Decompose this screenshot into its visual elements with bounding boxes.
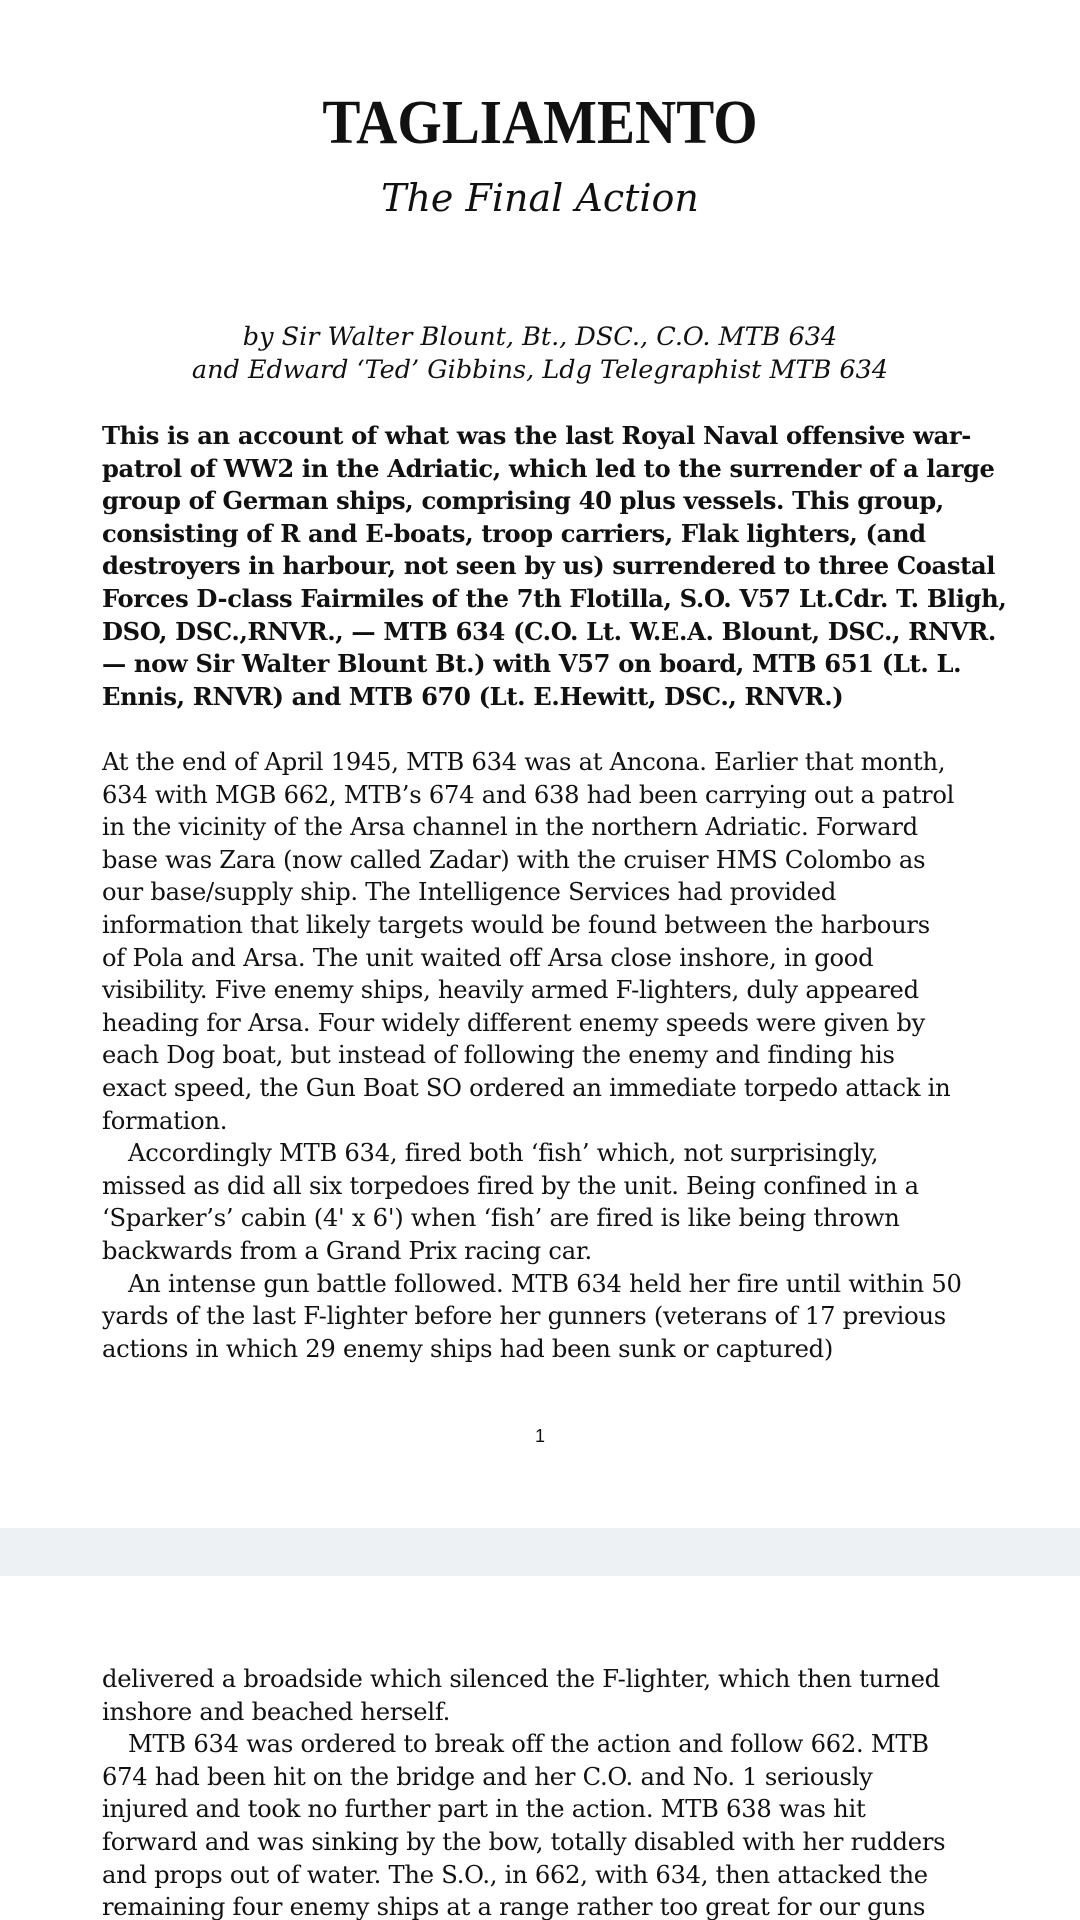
body-line: visibility. Five enemy ships, heavily armed F-lighters, duly appeared [102, 976, 919, 1005]
body-line: Accordingly MTB 634, fired both ‘fish’ which, not surprisingly, [128, 1139, 879, 1168]
body-line: base was Zara (now called Zadar) with the cruiser HMS Colombo as [102, 845, 926, 874]
body-text-page-2 [102, 1663, 982, 1920]
abstract-line: This is an account of what was the last Royal Naval offensive war- [102, 421, 971, 450]
abstract-line: — now Sir Walter Blount Bt.) with V57 on board, MTB 651 (Lt. L. [102, 649, 962, 679]
body-line: forward and was sinking by the bow, totally disabled with her rudders [102, 1827, 946, 1856]
body-line: and props out of water. The S.O., in 662, with 634, then attacked the [102, 1860, 928, 1889]
body-line: 634 with MGB 662, MTB’s 674 and 638 had been carrying out a patrol [102, 780, 955, 809]
abstract-paragraph [102, 420, 1007, 713]
body-line: delivered a broadside which silenced the F-lighter, which then turned [102, 1665, 940, 1693]
document-title: TAGLIAMENTO [322, 89, 758, 157]
abstract-line: Forces D-class Fairmiles of the 7th Flotilla, S.O. V57 Lt.Cdr. T. Bligh, [102, 583, 1007, 613]
abstract-line: destroyers in harbour, not seen by us) surrendered to three Coastal [102, 551, 996, 581]
page-number: 1 [534, 1426, 545, 1446]
author-line-2: and Edward ‘Ted’ Gibbins, Ldg Telegraphist MTB 634 [191, 355, 889, 385]
body-line: our base/supply ship. The Intelligence Services had provided [102, 878, 837, 907]
abstract-line: group of German ships, comprising 40 plus vessels. This group, [102, 486, 944, 516]
body-line: heading for Arsa. Four widely different enemy speeds were given by [102, 1008, 926, 1037]
body-line: ‘Sparker’s’ cabin (4' x 6') when ‘fish’ are fired is like being thrown [102, 1204, 900, 1233]
document-subtitle: The Final Action [381, 176, 699, 220]
body-line: information that likely targets would be found between the harbours [102, 910, 930, 939]
body-line: backwards from a Grand Prix racing car. [102, 1236, 592, 1265]
abstract-line: Ennis, RNVR) and MTB 670 (Lt. E.Hewitt, DSC., RNVR.) [102, 681, 844, 711]
body-line: remaining four enemy ships at a range rather too great for our guns [102, 1893, 926, 1920]
body-line: 674 had been hit on the bridge and her C.O. and No. 1 seriously [102, 1762, 873, 1791]
abstract-line: consisting of R and E-boats, troop carriers, Flak lighters, (and [102, 518, 926, 548]
page-separator [0, 1528, 1080, 1576]
body-line: actions in which 29 enemy ships had been sunk or captured) [102, 1334, 834, 1363]
abstract-line: DSO, DSC.,RNVR., — MTB 634 (C.O. Lt. W.E.A. Blount, DSC., RNVR. [102, 616, 996, 646]
body-line: At the end of April 1945, MTB 634 was at Ancona. Earlier that month, [102, 748, 946, 776]
body-line: of Pola and Arsa. The unit waited off Arsa close inshore, in good [102, 943, 874, 972]
body-line: An intense gun battle followed. MTB 634 held her fire until within 50 [128, 1269, 962, 1298]
body-line: inshore and beached herself. [102, 1697, 451, 1726]
body-text-page-1 [102, 746, 982, 1365]
body-line: missed as did all six torpedoes fired by the unit. Being confined in a [102, 1171, 919, 1200]
body-line: in the vicinity of the Arsa channel in the northern Adriatic. Forward [102, 813, 918, 842]
body-line: each Dog boat, but instead of following the enemy and finding his [102, 1041, 895, 1070]
abstract-line: patrol of WW2 in the Adriatic, which led to the surrender of a large [102, 453, 995, 483]
author-line-1: by Sir Walter Blount, Bt., DSC., C.O. MTB 634 [242, 322, 838, 352]
body-line: yards of the last F-lighter before her gunners (veterans of 17 previous [102, 1302, 946, 1331]
body-line: exact speed, the Gun Boat SO ordered an immediate torpedo attack in [102, 1073, 951, 1102]
body-line: injured and took no further part in the action. MTB 638 was hit [102, 1795, 866, 1824]
body-line: formation. [102, 1106, 228, 1135]
body-line: MTB 634 was ordered to break off the action and follow 662. MTB [128, 1730, 929, 1759]
